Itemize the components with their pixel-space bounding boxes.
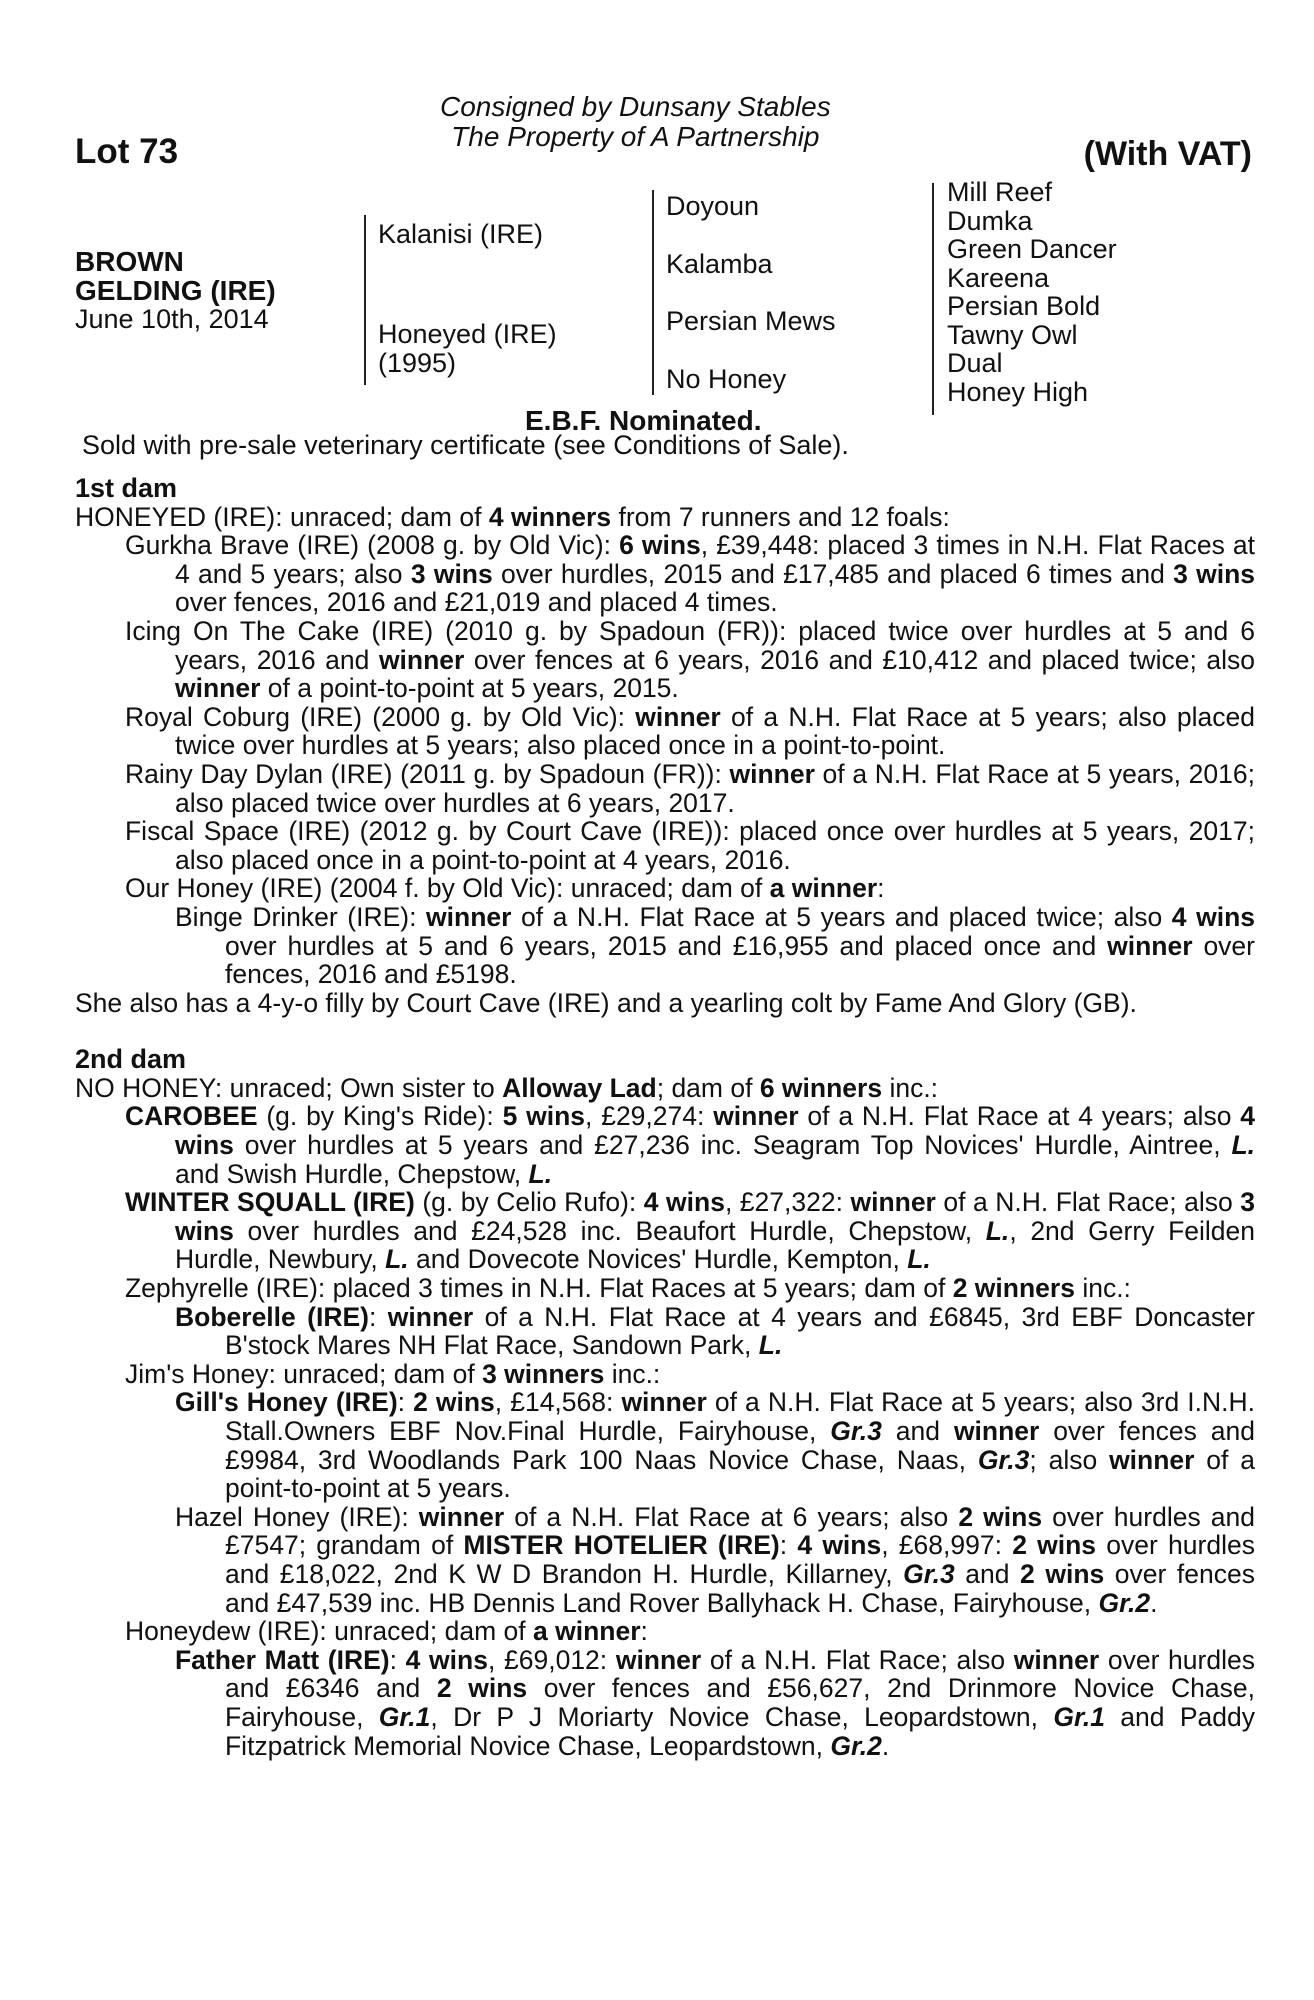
pedigree-dam-year: (1995) — [378, 348, 457, 378]
produce-father-matt: Father Matt (IRE): 4 wins, £69,012: winner of a N.H. Flat Race; also winner over hurdles and £6346 and 2 wins over fences and £56,627, 2nd Drinmore Novice Chase, Fairyhouse, Gr.1, Dr P J Moriarty Novice Chase, Leopardstown, Gr.1 and Paddy Fitzpatrick Memorial Novice Chase, Leopardstown, Gr.2. — [175, 1644, 1255, 1761]
first-dam-heading: 1st dam — [75, 473, 178, 503]
produce-binge-drinker: Binge Drinker (IRE): winner of a N.H. Flat Race at 5 years and placed twice; also 4 wins over hurdles at 5 and 6 years, 2015 and £16,955 and placed once and winner over fences, 2016 and £5198. — [175, 901, 1255, 990]
horse-colour: BROWN — [75, 246, 184, 277]
pedigree-gen3-item: Tawny Owl — [947, 320, 1078, 350]
produce-royal-coburg: Royal Coburg (IRE) (2000 g. by Old Vic): winner of a N.H. Flat Race at 5 years; also placed twice over hurdles at 5 years; also placed once in a point-to-point. — [125, 701, 1255, 761]
second-dam-heading: 2nd dam — [75, 1044, 187, 1075]
lot-number: Lot 73 — [75, 132, 179, 171]
produce-honeydew: Honeydew (IRE): unraced; dam of a winner: — [125, 1616, 648, 1647]
produce-jims-honey: Jim's Honey: unraced; dam of 3 winners inc.: — [125, 1358, 661, 1389]
pedigree-gen2-item: Doyoun — [666, 191, 760, 221]
pedigree-gen3-item: Dual — [947, 348, 1003, 378]
first-dam-intro: HONEYED (IRE): unraced; dam of 4 winners from 7 runners and 12 foals: — [75, 501, 950, 532]
horse-sex: GELDING (IRE) — [75, 275, 276, 306]
pedigree-sire: Kalanisi (IRE) — [378, 219, 544, 249]
produce-gills-honey: Gill's Honey (IRE): 2 wins, £14,568: winner of a N.H. Flat Race at 5 years; also 3rd I.N.H. Stall.Owners EBF Nov.Final Hurdle, Fairyhouse, Gr.3 and winner over fences and £9984, 3rd Woodlands Park 100 Naas Novice Chase, Naas, Gr.3; also winner of a point-to-point at 5 years. — [175, 1387, 1255, 1504]
pedigree-gen3-item: Persian Bold — [947, 291, 1101, 321]
catalogue-body — [75, 474, 1255, 1760]
pedigree-divider-3 — [932, 183, 934, 415]
second-dam-intro: NO HONEY: unraced; Own sister to Alloway Lad; dam of 6 winners inc.: — [75, 1072, 939, 1103]
pedigree-gen3-item: Mill Reef — [947, 177, 1053, 207]
pedigree-gen3-item: Dumka — [947, 206, 1033, 236]
ebf-nominated: E.B.F. Nominated. — [525, 405, 762, 436]
pedigree-dam-name: Honeyed (IRE) — [378, 319, 557, 349]
property-of: The Property of A Partnership — [451, 121, 820, 152]
vat-note: (With VAT) — [1083, 135, 1252, 173]
pedigree-gen3-item: Honey High — [947, 377, 1089, 407]
pedigree-gen2-item: Persian Mews — [666, 306, 836, 336]
produce-zephyrelle: Zephyrelle (IRE): placed 3 times in N.H. Flat Races at 5 years; dam of 2 winners inc.: — [125, 1273, 1131, 1304]
pedigree-gen3-item: Kareena — [947, 263, 1050, 293]
produce-boberelle: Boberelle (IRE): winner of a N.H. Flat Race at 4 years and £6845, 3rd EBF Doncaster B'stock Mares NH Flat Race, Sandown Park, L. — [175, 1301, 1255, 1361]
produce-rainy-day-dylan: Rainy Day Dylan (IRE) (2011 g. by Spadoun (FR)): winner of a N.H. Flat Race at 5 years, 2016; also placed twice over hurdles at 6 years, 2017. — [125, 758, 1255, 818]
produce-winter-squall: WINTER SQUALL (IRE) (g. by Celio Rufo): 4 wins, £27,322: winner of a N.H. Flat Race; also 3 wins over hurdles and £24,528 inc. Beaufort Hurdle, Chepstow, L., 2nd Gerry Feilden Hurdle, Newbury, L. and Dovecote Novices' Hurdle, Kempton, L. — [125, 1187, 1255, 1275]
pedigree-gen2-item: No Honey — [666, 364, 787, 394]
produce-hazel-honey: Hazel Honey (IRE): winner of a N.H. Flat Race at 6 years; also 2 wins over hurdles and £7547; grandam of MISTER HOTELIER (IRE): 4 wins, £68,997: 2 wins over hurdles and £18,022, 2nd K W D Brandon H. Hurdle, Killarney, Gr.3 and 2 wins over fences and £47,539 inc. HB Dennis Land Rover Ballyhack H. Chase, Fairyhouse, Gr.2. — [175, 1501, 1255, 1618]
produce-icing-on-the-cake: Icing On The Cake (IRE) (2010 g. by Spadoun (FR)): placed twice over hurdles at 5 and 6 years, 2016 and winner over fences at 6 years, 2016 and £10,412 and placed twice; also winner of a point-to-point at 5 years, 2015. — [125, 615, 1255, 704]
pedigree-divider-1 — [364, 215, 366, 385]
foaling-date: June 10th, 2014 — [75, 304, 269, 334]
sale-note: Sold with pre-sale veterinary certificate (see Conditions of Sale). — [82, 430, 849, 460]
consigned-by: Consigned by Dunsany Stables — [440, 91, 831, 122]
produce-fiscal-space: Fiscal Space (IRE) (2012 g. by Court Cave (IRE)): placed once over hurdles at 5 years, 2017; also placed once in a point-to-point at 4 years, 2016. — [125, 816, 1255, 875]
horse-description — [75, 247, 276, 334]
consignor-note — [440, 92, 831, 152]
first-dam-also: She also has a 4-y-o filly by Court Cave (IRE) and a yearling colt by Fame And Glory (GB). — [75, 987, 1137, 1018]
pedigree-gen2-item: Kalamba — [666, 249, 773, 279]
pedigree-dam — [378, 320, 557, 378]
pedigree-gen3-item: Green Dancer — [947, 234, 1117, 264]
produce-our-honey: Our Honey (IRE) (2004 f. by Old Vic): unraced; dam of a winner: — [125, 873, 885, 904]
produce-gurkha-brave: Gurkha Brave (IRE) (2008 g. by Old Vic): 6 wins, £39,448: placed 3 times in N.H. Flat Races at 4 and 5 years; also 3 wins over hurdles, 2015 and £17,485 and placed 6 times and 3 wins over fences, 2016 and £21,019 and placed 4 times. — [125, 530, 1256, 618]
pedigree-divider-2 — [652, 190, 654, 395]
produce-carobee: CAROBEE (g. by King's Ride): 5 wins, £29,274: winner of a N.H. Flat Race at 4 years; also 4 wins over hurdles at 5 years and £27,236 inc. Seagram Top Novices' Hurdle, Aintree, L. and Swish Hurdle, Chepstow, L. — [125, 1101, 1256, 1189]
